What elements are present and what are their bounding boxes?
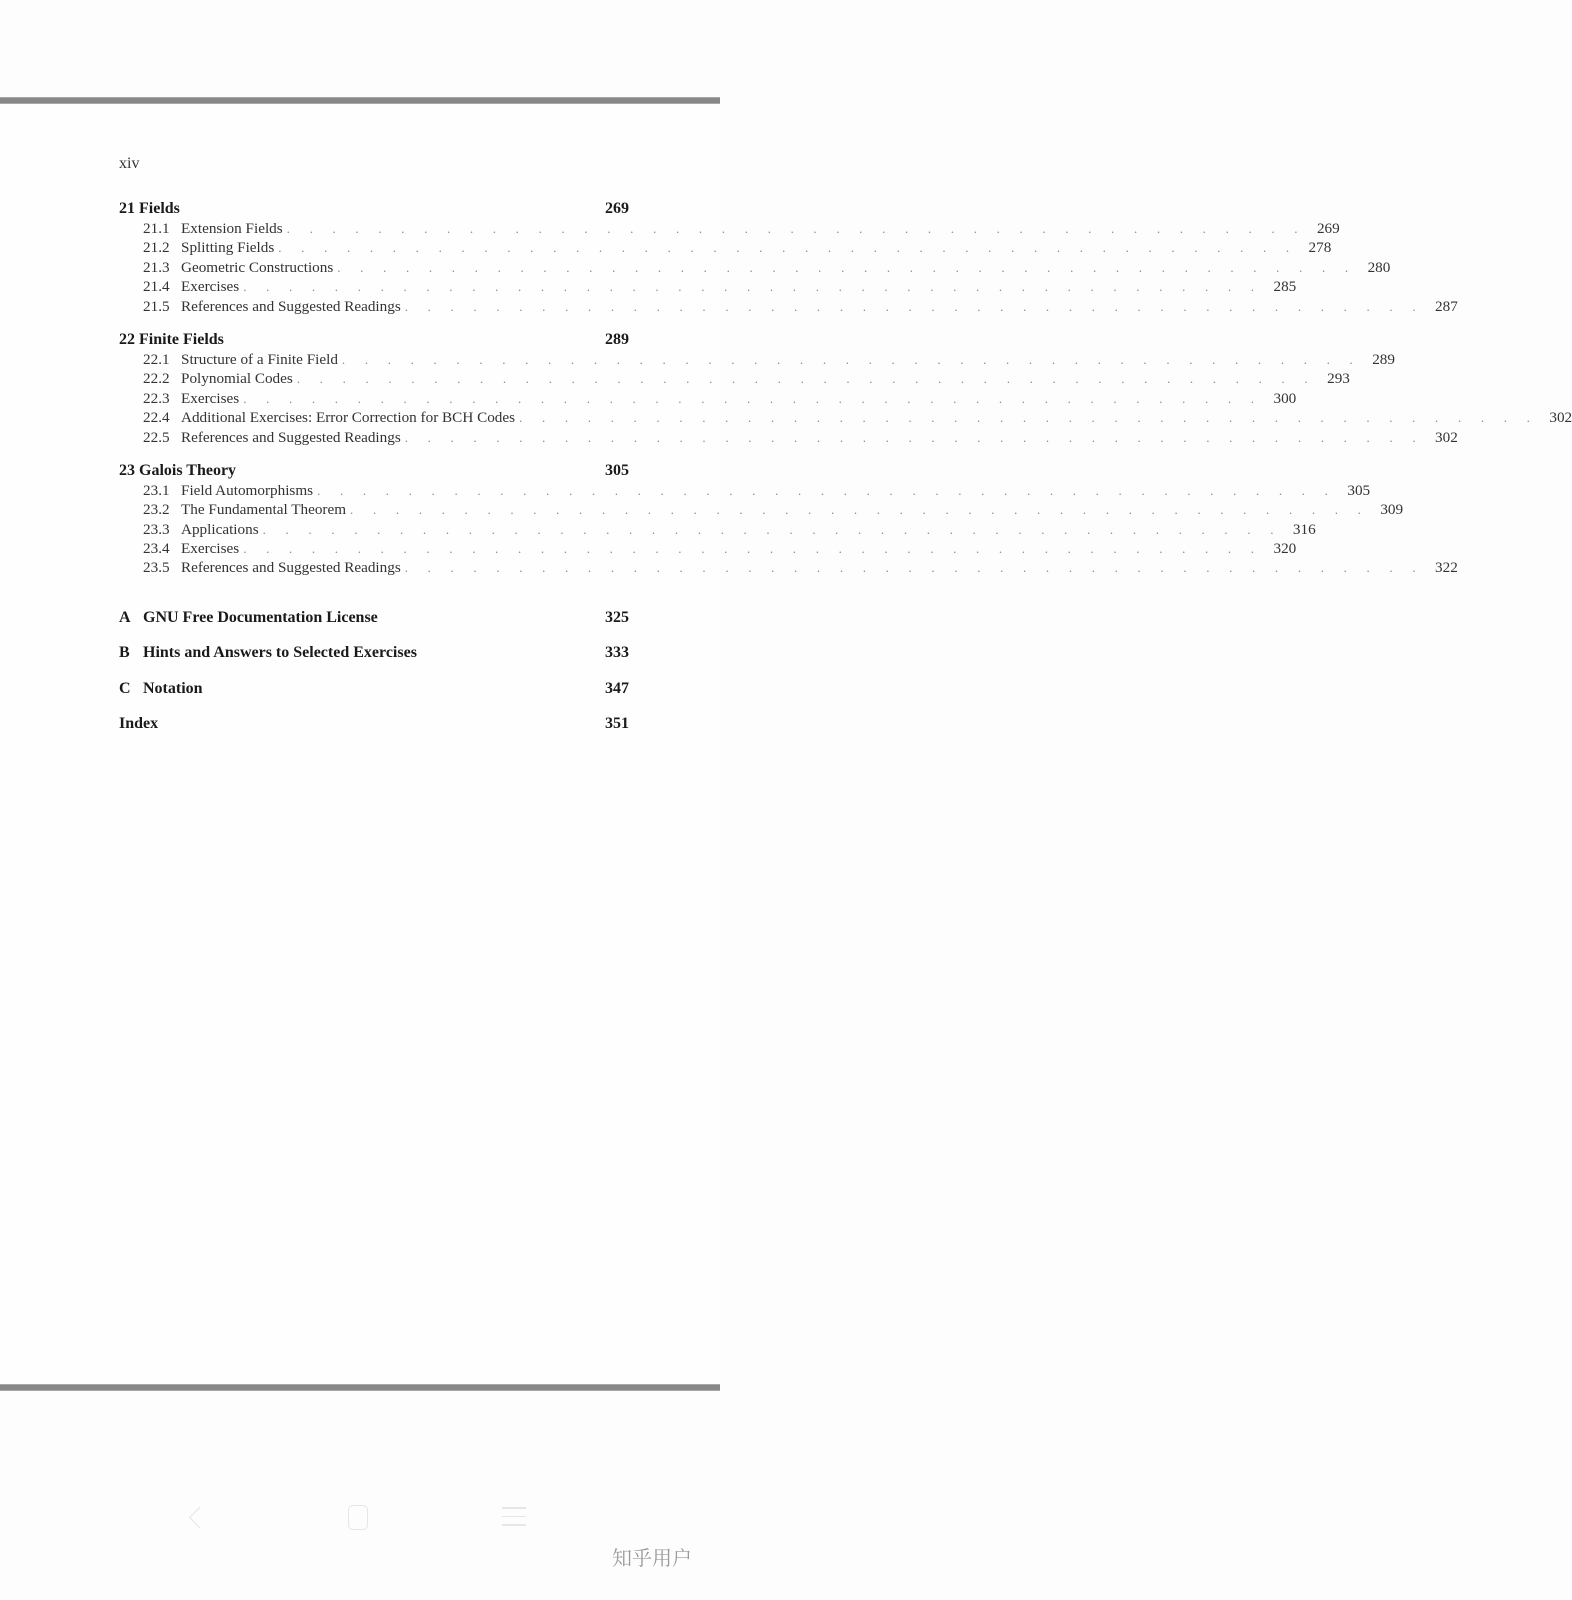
chapter-page: 269: [605, 200, 629, 217]
section-title: Exercises: [181, 278, 240, 296]
appendix-letter: B: [119, 644, 130, 662]
dot-leader: . . . . . . . . . . . . . . . . . . . . . . . . . . . . . . . . . . . . . . . . . . . . .: [243, 541, 1263, 557]
section-title: Splitting Fields: [181, 239, 275, 257]
appendix-page: 325: [605, 608, 629, 626]
section-number: 23.2: [143, 501, 170, 519]
toc-section[interactable]: [119, 369, 1350, 388]
appendix-page: 347: [605, 679, 629, 697]
toc-section[interactable]: [119, 258, 1391, 277]
dot-leader: . . . . . . . . . . . . . . . . . . . . . . . . . . . . . . . . . . . . . . . . . . . . .: [243, 279, 1263, 295]
dot-leader: . . . . . . . . . . . . . . . . . . . . . . . . . . . . . . . . . . . . . . . . . . . . .: [404, 429, 1424, 445]
toc-section[interactable]: [119, 408, 1572, 427]
page-separator-bottom: [0, 1384, 720, 1391]
index-title: Index: [119, 715, 159, 733]
dot-leader: . . . . . . . . . . . . . . . . . . . . . . . . . . . . . . . . . . . . . . . . . . . . .: [404, 560, 1424, 576]
section-number: 23.1: [143, 481, 170, 499]
chapter-page: 289: [605, 330, 629, 348]
section-page: 289: [1372, 350, 1395, 368]
toc-section[interactable]: [119, 238, 1332, 257]
section-title: Additional Exercises: Error Correction for BCH Codes: [181, 409, 516, 427]
section-title: Exercises: [181, 540, 240, 558]
section-page: 322: [1435, 559, 1458, 577]
section-number: 21.2: [143, 239, 170, 257]
chapter-title: 22 Finite Fields: [119, 330, 224, 348]
back-icon[interactable]: [189, 1507, 210, 1528]
dot-leader: . . . . . . . . . . . . . . . . . . . . . . . . . . . . . . . . . . . . . . . . . . . . .: [317, 482, 1337, 498]
toc-chapter: [119, 461, 1458, 578]
section-number: 23.4: [143, 540, 170, 558]
section-number: 21.4: [143, 278, 170, 296]
section-page: 278: [1308, 239, 1332, 257]
toc-appendix[interactable]: [119, 643, 629, 663]
table-of-contents: [119, 199, 1572, 750]
index-page: 351: [605, 715, 629, 733]
home-icon[interactable]: [348, 1505, 368, 1530]
toc-appendix[interactable]: [119, 679, 629, 699]
chapter-title: 21 Fields: [119, 200, 180, 217]
section-number: 21.3: [143, 258, 170, 276]
section-title: The Fundamental Theorem: [181, 501, 347, 519]
section-number: 22.4: [143, 409, 170, 427]
section-page: 305: [1347, 481, 1371, 499]
chapter-title: 23 Galois Theory: [119, 461, 237, 479]
toc-section[interactable]: [119, 277, 1297, 296]
appendix-letter: A: [119, 608, 131, 626]
appendix-page: 333: [605, 644, 629, 662]
section-title: Structure of a Finite Field: [181, 350, 338, 368]
section-page: 316: [1292, 520, 1316, 538]
document-page: [0, 105, 1572, 1384]
appendix-title: Hints and Answers to Selected Exercises: [143, 644, 417, 662]
section-page: 302: [1435, 428, 1458, 446]
chapter-heading[interactable]: [119, 330, 629, 350]
dot-leader: . . . . . . . . . . . . . . . . . . . . . . . . . . . . . . . . . . . . . . . . . . . . .: [262, 521, 1282, 537]
dot-leader: . . . . . . . . . . . . . . . . . . . . . . . . . . . . . . . . . . . . . . . . . . . . .: [341, 351, 1361, 367]
toc-appendix[interactable]: [119, 608, 629, 628]
dot-leader: . . . . . . . . . . . . . . . . . . . . . . . . . . . . . . . . . . . . . . . . . . . . .: [243, 390, 1263, 406]
toc-section[interactable]: [119, 219, 1340, 238]
section-title: References and Suggested Readings: [181, 297, 401, 315]
section-number: 23.5: [143, 559, 170, 577]
dot-leader: . . . . . . . . . . . . . . . . . . . . . . . . . . . . . . . . . . . . . . . . . . . . .: [519, 410, 1539, 426]
toc-section[interactable]: [119, 428, 1458, 447]
section-title: Applications: [181, 520, 259, 538]
chapter-heading[interactable]: [119, 461, 629, 481]
section-number: 22.3: [143, 389, 170, 407]
toc-section[interactable]: [119, 558, 1458, 577]
section-page: 287: [1435, 297, 1458, 315]
page-number: xiv: [119, 155, 140, 172]
dot-leader: . . . . . . . . . . . . . . . . . . . . . . . . . . . . . . . . . . . . . . . . . . . . .: [350, 502, 1370, 518]
section-number: 21.5: [143, 297, 170, 315]
toc-appendices: [119, 608, 629, 735]
dot-leader: . . . . . . . . . . . . . . . . . . . . . . . . . . . . . . . . . . . . . . . . . . . . .: [337, 259, 1357, 275]
section-number: 23.3: [143, 520, 170, 538]
dot-leader: . . . . . . . . . . . . . . . . . . . . . . . . . . . . . . . . . . . . . . . . . . . . .: [296, 371, 1316, 387]
section-page: 320: [1273, 540, 1297, 558]
section-title: Geometric Constructions: [181, 258, 334, 276]
section-title: Polynomial Codes: [181, 370, 293, 388]
appendix-letter: C: [119, 679, 131, 697]
dot-leader: . . . . . . . . . . . . . . . . . . . . . . . . . . . . . . . . . . . . . . . . . . . . .: [278, 240, 1298, 256]
dot-leader: . . . . . . . . . . . . . . . . . . . . . . . . . . . . . . . . . . . . . . . . . . . . .: [286, 221, 1306, 236]
page-separator-top: [0, 97, 720, 104]
section-number: 21.1: [143, 220, 170, 237]
appendix-title: Notation: [143, 679, 203, 697]
section-page: 269: [1316, 220, 1340, 237]
section-page: 300: [1273, 389, 1297, 407]
section-title: Extension Fields: [181, 220, 283, 237]
dot-leader: . . . . . . . . . . . . . . . . . . . . . . . . . . . . . . . . . . . . . . . . . . . . .: [404, 298, 1424, 314]
chapter-heading[interactable]: [119, 199, 629, 219]
section-page: 293: [1327, 370, 1350, 388]
toc-chapter: [119, 199, 1458, 316]
menu-icon[interactable]: [502, 1507, 526, 1529]
toc-section[interactable]: [119, 297, 1458, 316]
section-title: Field Automorphisms: [181, 481, 314, 499]
section-page: 309: [1380, 501, 1404, 519]
section-page: 302: [1549, 409, 1572, 427]
section-title: Exercises: [181, 389, 240, 407]
section-number: 22.1: [143, 350, 170, 368]
section-number: 22.2: [143, 370, 170, 388]
toc-section[interactable]: [119, 520, 1316, 539]
toc-index[interactable]: [119, 714, 629, 734]
toc-section[interactable]: [119, 539, 1297, 558]
section-page: 285: [1273, 278, 1297, 296]
toc-section[interactable]: [119, 500, 1404, 519]
section-title: References and Suggested Readings: [181, 428, 401, 446]
watermark-text: 知乎用户: [612, 1546, 692, 1570]
section-number: 22.5: [143, 428, 170, 446]
appendix-title: GNU Free Documentation License: [143, 608, 378, 626]
toc-section[interactable]: [119, 481, 1371, 500]
section-title: References and Suggested Readings: [181, 559, 401, 577]
chapter-page: 305: [605, 461, 629, 479]
toc-section[interactable]: [119, 350, 1395, 369]
toc-chapter: [119, 330, 1572, 447]
toc-section[interactable]: [119, 389, 1297, 408]
section-page: 280: [1367, 258, 1391, 276]
